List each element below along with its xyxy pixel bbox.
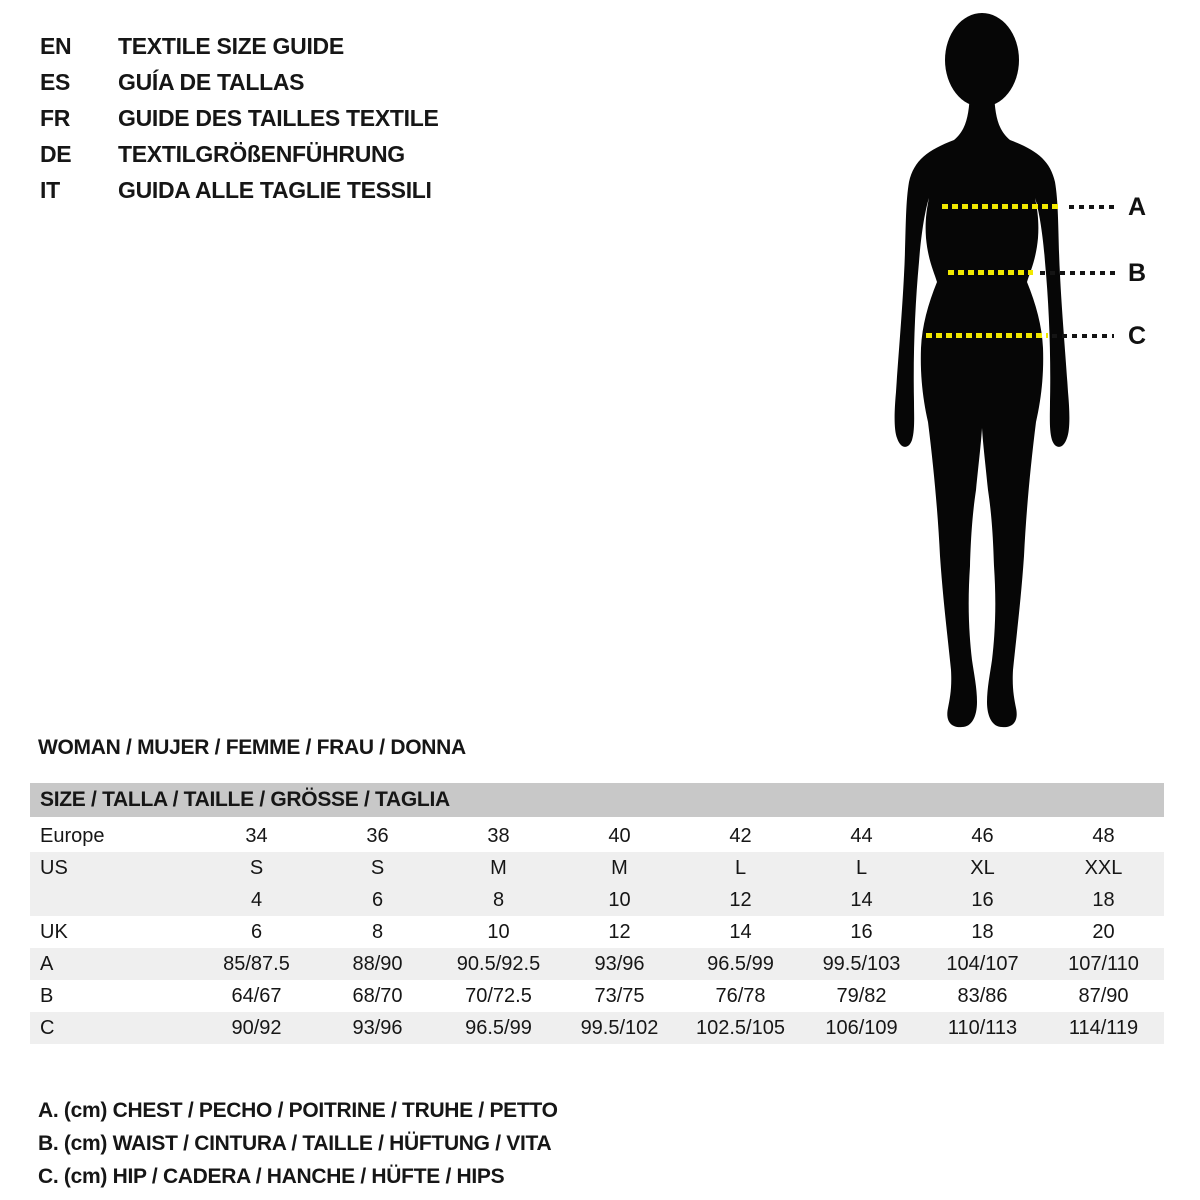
silhouette-body [895,92,1070,727]
size-cell: 12 [729,888,752,911]
size-cell: 10 [487,920,510,943]
row-label: UK [40,920,68,943]
table-row [30,852,1164,884]
table-row [30,1012,1164,1044]
size-cell: 12 [608,920,631,943]
table-row [30,884,1164,916]
size-cell: 4 [250,888,263,911]
size-cell: 16 [850,920,873,943]
size-cell: 8 [371,920,384,943]
size-table-rows [30,820,1164,1044]
lang-code: IT [40,176,60,203]
legend-line: C. (cm) HIP / CADERA / HANCHE / HÜFTE / HIPS [38,1165,505,1188]
size-cell: 90.5/92.5 [456,952,541,975]
size-cell: 90/92 [231,1016,282,1039]
lang-row [40,172,439,208]
size-cell: S [370,856,385,879]
lang-row [40,64,439,100]
size-cell: 8 [492,888,505,911]
table-row [30,916,1164,948]
lang-code: EN [40,32,72,59]
row-label: C [40,1016,55,1039]
size-cell: 6 [250,920,263,943]
measurement-letter-c: C [1127,322,1147,350]
size-group-title: WOMAN / MUJER / FEMME / FRAU / DONNA [38,736,466,759]
size-cell: XXL [1084,856,1123,879]
table-row [30,980,1164,1012]
size-cell: 114/119 [1068,1016,1139,1039]
lang-code: FR [40,104,71,131]
chest-dash-yellow [942,204,1062,209]
size-cell: 36 [366,824,389,847]
size-cell: 48 [1092,824,1115,847]
lang-row [40,136,439,172]
size-cell: 106/109 [825,1016,898,1039]
lang-label: TEXTILGRÖßENFÜHRUNG [118,140,405,167]
lang-row [40,100,439,136]
measurement-letter-a: A [1127,193,1147,221]
legend-line: A. (cm) CHEST / PECHO / POITRINE / TRUHE / PETTO [38,1099,558,1122]
legend-line: B. (cm) WAIST / CINTURA / TAILLE / HÜFTUNG / VITA [38,1132,552,1155]
size-cell: 6 [371,888,384,911]
woman-silhouette-figure [880,0,1200,748]
size-cell: XL [970,856,995,879]
lang-label: TEXTILE SIZE GUIDE [118,32,344,59]
size-cell: 87/90 [1078,984,1129,1007]
waist-dash-yellow [948,270,1033,275]
size-cell: 64/67 [231,984,282,1007]
size-cell: 110/113 [947,1016,1018,1039]
table-row [30,820,1164,852]
size-cell: 79/82 [836,984,887,1007]
measurement-letter-b: B [1127,259,1147,287]
row-label: A [40,952,54,975]
hip-dash-black [1052,334,1114,338]
size-cell: 18 [971,920,994,943]
lang-row [40,28,439,64]
size-cell: 96.5/99 [707,952,774,975]
measurement-legend [38,1094,558,1193]
size-cell: 73/75 [594,984,645,1007]
row-label: US [40,856,68,879]
size-cell: M [490,856,507,879]
size-cell: 68/70 [352,984,403,1007]
size-cell: 107/110 [1068,952,1139,975]
size-cell: 93/96 [352,1016,403,1039]
size-cell: 14 [729,920,752,943]
size-cell: 70/72.5 [465,984,532,1007]
size-cell: 18 [1092,888,1115,911]
hip-dash-yellow [926,333,1048,338]
size-cell: 20 [1092,920,1115,943]
row-label: B [40,984,54,1007]
lang-code: DE [40,140,72,167]
size-cell: 44 [850,824,873,847]
size-cell: 93/96 [594,952,645,975]
table-row [30,948,1164,980]
size-cell: 10 [608,888,631,911]
size-cell: 76/78 [715,984,766,1007]
size-table-header: SIZE / TALLA / TAILLE / GRÖSSE / TAGLIA [30,783,1164,817]
chest-dash-black [1069,205,1115,209]
woman-silhouette-icon [880,0,1200,748]
size-cell: 83/86 [957,984,1008,1007]
size-cell: 14 [850,888,873,911]
size-cell: 34 [245,824,268,847]
size-cell: 46 [971,824,994,847]
size-cell: 88/90 [352,952,403,975]
size-cell: L [855,856,868,879]
size-cell: S [249,856,264,879]
size-cell: 16 [971,888,994,911]
size-cell: 40 [608,824,631,847]
lang-code: ES [40,68,71,95]
size-cell: M [611,856,628,879]
row-label: Europe [40,824,105,847]
waist-dash-black [1040,271,1115,275]
lang-label: GUÍA DE TALLAS [118,68,305,95]
size-cell: 85/87.5 [223,952,290,975]
language-list [40,28,439,208]
lang-label: GUIDA ALLE TAGLIE TESSILI [118,176,432,203]
size-cell: 38 [487,824,510,847]
lang-label: GUIDE DES TAILLES TEXTILE [118,104,439,131]
size-cell: 99.5/102 [580,1016,659,1039]
size-cell: 104/107 [946,952,1019,975]
size-cell: L [734,856,747,879]
size-cell: 96.5/99 [465,1016,532,1039]
size-cell: 42 [729,824,752,847]
size-cell: 102.5/105 [696,1016,785,1039]
size-table [30,783,1164,1044]
size-cell: 99.5/103 [822,952,901,975]
